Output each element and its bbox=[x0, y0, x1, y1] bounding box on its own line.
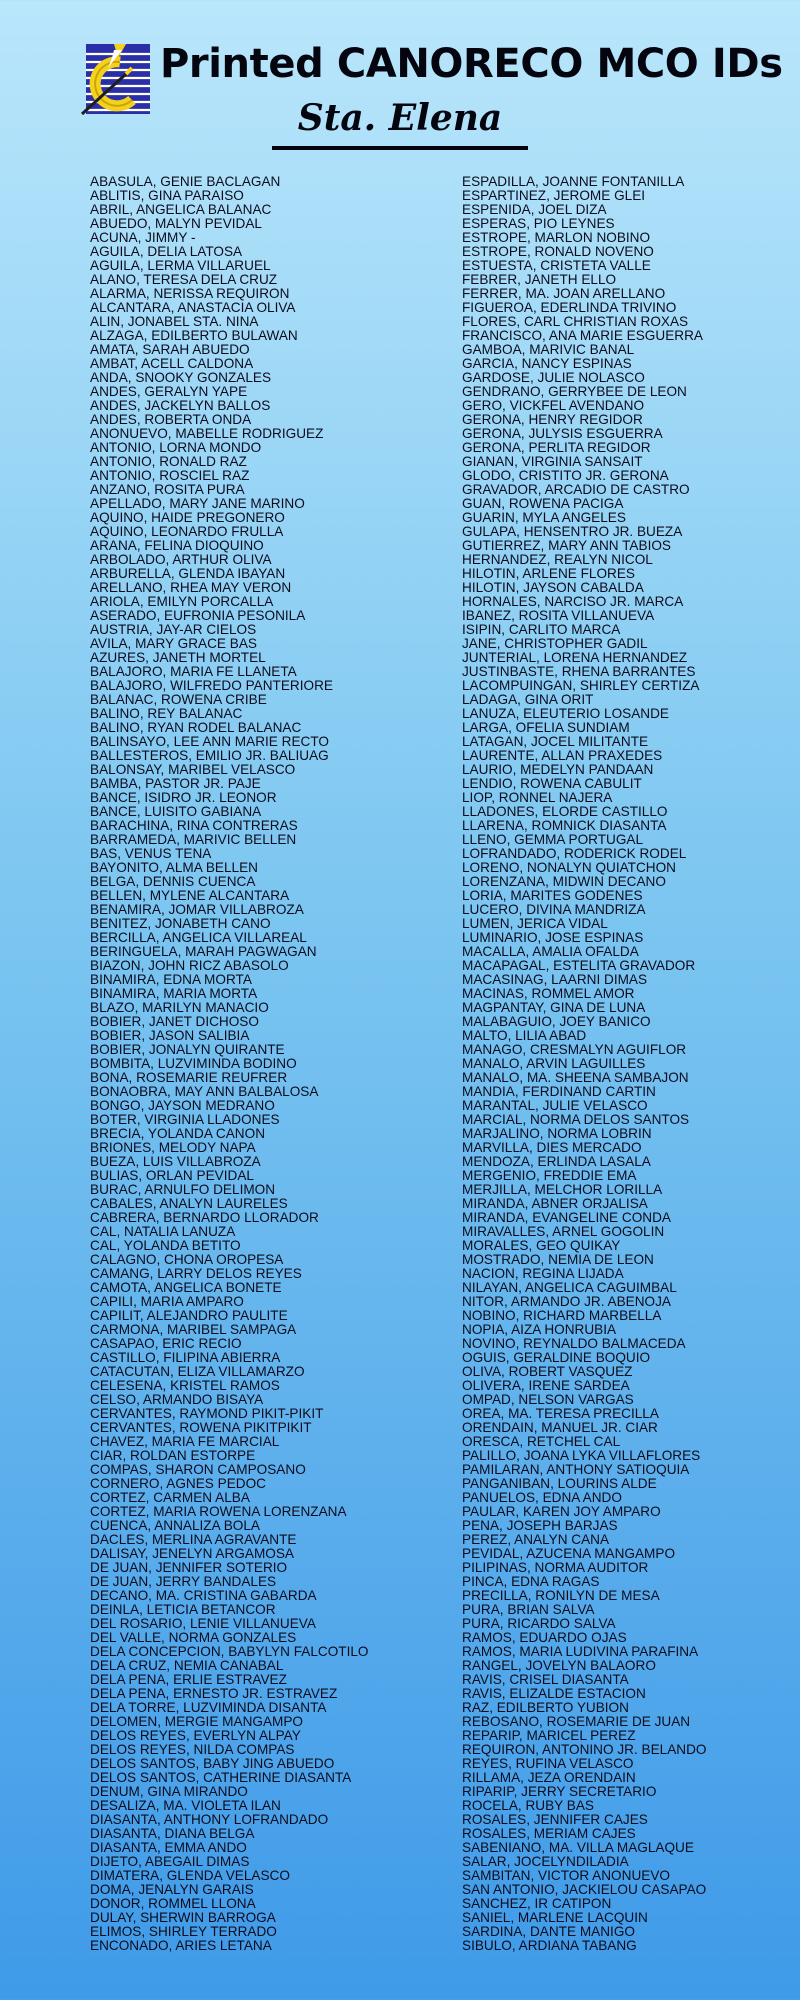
member-name: DOMA, JENALYN GARAIS bbox=[90, 1883, 254, 1897]
member-name: GERONA, PERLITA REGIDOR bbox=[462, 441, 651, 455]
member-name: ANDES, JACKELYN BALLOS bbox=[90, 399, 271, 413]
member-name: MACINAS, ROMMEL AMOR bbox=[462, 987, 635, 1001]
member-name: BANCE, ISIDRO JR. LEONOR bbox=[90, 791, 277, 805]
member-name: PEREZ, ANALYN CANA bbox=[462, 1533, 610, 1547]
member-name: CATACUTAN, ELIZA VILLAMARZO bbox=[90, 1365, 305, 1379]
member-name: LLADONES, ELORDE CASTILLO bbox=[462, 805, 668, 819]
member-name: BINAMIRA, MARIA MORTA bbox=[90, 987, 258, 1001]
member-name: GARCIA, NANCY ESPINAS bbox=[462, 357, 632, 371]
member-name: GRAVADOR, ARCADIO DE CASTRO bbox=[462, 483, 690, 497]
member-name: CASTILLO, FILIPINA ABIERRA bbox=[90, 1351, 281, 1365]
member-name: BALANAC, ROWENA CRIBE bbox=[90, 693, 267, 707]
member-name: JUNTERIAL, LORENA HERNANDEZ bbox=[462, 651, 688, 665]
member-name: LANUZA, ELEUTERIO LOSANDE bbox=[462, 707, 669, 721]
member-name: DEL VALLE, NORMA GONZALES bbox=[90, 1631, 297, 1645]
member-name: ORESCA, RETCHEL CAL bbox=[462, 1435, 621, 1449]
member-name: ELIMOS, SHIRLEY TERRADO bbox=[90, 1925, 277, 1939]
member-name: BUEZA, LUIS VILLABROZA bbox=[90, 1155, 261, 1169]
member-name: CAPILIT, ALEJANDRO PAULITE bbox=[90, 1309, 288, 1323]
member-name: AMATA, SARAH ABUEDO bbox=[90, 343, 250, 357]
member-name: MARANTAL, JULIE VELASCO bbox=[462, 1099, 648, 1113]
member-name: DIMATERA, GLENDA VELASCO bbox=[90, 1869, 290, 1883]
member-name: BALINO, RYAN RODEL BALANAC bbox=[90, 721, 302, 735]
member-name: DESALIZA, MA. VIOLETA ILAN bbox=[90, 1799, 281, 1813]
member-name: MACASINAG, LAARNI DIMAS bbox=[462, 973, 648, 987]
member-name: ABASULA, GENIE BACLAGAN bbox=[90, 175, 281, 189]
member-name: BAS, VENUS TENA bbox=[90, 847, 212, 861]
member-name: PAMILARAN, ANTHONY SATIOQUIA bbox=[462, 1463, 690, 1477]
member-name: LOFRANDADO, RODERICK RODEL bbox=[462, 847, 687, 861]
member-name: REPARIP, MARICEL PEREZ bbox=[462, 1729, 636, 1743]
member-name: SABENIANO, MA. VILLA MAGLAQUE bbox=[462, 1841, 694, 1855]
member-name: BULIAS, ORLAN PEVIDAL bbox=[90, 1169, 254, 1183]
member-name: DELA PENA, ERLIE ESTRAVEZ bbox=[90, 1673, 287, 1687]
member-name: PURA, RICARDO SALVA bbox=[462, 1617, 616, 1631]
member-name: DULAY, SHERWIN BARROGA bbox=[90, 1911, 276, 1925]
member-name: ARELLANO, RHEA MAY VERON bbox=[90, 581, 292, 595]
member-name: OGUIS, GERALDINE BOQUIO bbox=[462, 1351, 651, 1365]
member-name: PENA, JOSEPH BARJAS bbox=[462, 1519, 618, 1533]
member-name: BOBIER, JASON SALIBIA bbox=[90, 1029, 250, 1043]
member-name: ARBOLADO, ARTHUR OLIVA bbox=[90, 553, 272, 567]
member-name: MARJALINO, NORMA LOBRIN bbox=[462, 1127, 652, 1141]
member-name: BARRAMEDA, MARIVIC BELLEN bbox=[90, 833, 297, 847]
member-name: MOSTRADO, NEMIA DE LEON bbox=[462, 1253, 654, 1267]
member-name: GERO, VICKFEL AVENDANO bbox=[462, 399, 645, 413]
member-name: MALTO, LILIA ABAD bbox=[462, 1029, 587, 1043]
member-name: LARGA, OFELIA SUNDIAM bbox=[462, 721, 630, 735]
member-name: PALILLO, JOANA LYKA VILLAFLORES bbox=[462, 1449, 701, 1463]
member-name: BURAC, ARNULFO DELIMON bbox=[90, 1183, 276, 1197]
member-name: BRECIA, YOLANDA CANON bbox=[90, 1127, 266, 1141]
member-name: CERVANTES, RAYMOND PIKIT-PIKIT bbox=[90, 1407, 324, 1421]
member-name: BONGO, JAYSON MEDRANO bbox=[90, 1099, 275, 1113]
member-name: NITOR, ARMANDO JR. ABENOJA bbox=[462, 1295, 671, 1309]
member-name: ALANO, TERESA DELA CRUZ bbox=[90, 273, 278, 287]
member-name: CAMOTA, ANGELICA BONETE bbox=[90, 1281, 282, 1295]
member-name: CAMANG, LARRY DELOS REYES bbox=[90, 1267, 302, 1281]
member-name: DIASANTA, EMMA ANDO bbox=[90, 1841, 247, 1855]
member-name: GAMBOA, MARIVIC BANAL bbox=[462, 343, 635, 357]
member-name: ANONUEVO, MABELLE RODRIGUEZ bbox=[90, 427, 324, 441]
member-name: AUSTRIA, JAY-AR CIELOS bbox=[90, 623, 257, 637]
member-name: GENDRANO, GERRYBEE DE LEON bbox=[462, 385, 687, 399]
member-name: BALLESTEROS, EMILIO JR. BALIUAG bbox=[90, 749, 329, 763]
member-name: MALABAGUIO, JOEY BANICO bbox=[462, 1015, 651, 1029]
member-name: AGUILA, DELIA LATOSA bbox=[90, 245, 243, 259]
member-name: CAL, YOLANDA BETITO bbox=[90, 1239, 241, 1253]
member-name: AQUINO, HAIDE PREGONERO bbox=[90, 511, 285, 525]
member-name: GLODO, CRISTITO JR. GERONA bbox=[462, 469, 669, 483]
member-name: ALARMA, NERISSA REQUIRON bbox=[90, 287, 290, 301]
member-name: BERINGUELA, MARAH PAGWAGAN bbox=[90, 945, 317, 959]
member-name: DONOR, ROMMEL LLONA bbox=[90, 1897, 256, 1911]
member-name: ASERADO, EUFRONIA PESONILA bbox=[90, 609, 306, 623]
member-name: BALINO, REY BALANAC bbox=[90, 707, 243, 721]
member-name: CHAVEZ, MARIA FE MARCIAL bbox=[90, 1435, 280, 1449]
member-name: CASAPAO, ERIC RECIO bbox=[90, 1337, 242, 1351]
member-name: LUMINARIO, JOSE ESPINAS bbox=[462, 931, 644, 945]
member-name: GERONA, HENRY REGIDOR bbox=[462, 413, 643, 427]
member-name: CAPILI, MARIA AMPARO bbox=[90, 1295, 244, 1309]
member-name: GIANAN, VIRGINIA SANSAIT bbox=[462, 455, 643, 469]
member-name: CORTEZ, MARIA ROWENA LORENZANA bbox=[90, 1505, 347, 1519]
member-name: SAMBITAN, VICTOR ANONUEVO bbox=[462, 1869, 670, 1883]
member-name: MERGENIO, FREDDIE EMA bbox=[462, 1169, 637, 1183]
member-name: BONA, ROSEMARIE REUFRER bbox=[90, 1071, 288, 1085]
right-name-column bbox=[462, 175, 800, 1953]
left-name-column bbox=[90, 175, 450, 1953]
member-name: APELLADO, MARY JANE MARINO bbox=[90, 497, 305, 511]
member-name: MANAGO, CRESMALYN AGUIFLOR bbox=[462, 1043, 687, 1057]
member-name: BELLEN, MYLENE ALCANTARA bbox=[90, 889, 290, 903]
member-name: ABRIL, ANGELICA BALANAC bbox=[90, 203, 272, 217]
member-name: GERONA, JULYSIS ESGUERRA bbox=[462, 427, 663, 441]
member-name: RAMOS, EDUARDO OJAS bbox=[462, 1631, 627, 1645]
member-name: GARDOSE, JULIE NOLASCO bbox=[462, 371, 645, 385]
member-name: ARIOLA, EMILYN PORCALLA bbox=[90, 595, 274, 609]
member-name: AVILA, MARY GRACE BAS bbox=[90, 637, 257, 651]
member-name: DENUM, GINA MIRANDO bbox=[90, 1785, 248, 1799]
member-name: ACUNA, JIMMY - bbox=[90, 231, 196, 245]
member-name: NOBINO, RICHARD MARBELLA bbox=[462, 1309, 662, 1323]
member-name: NILAYAN, ANGELICA CAGUIMBAL bbox=[462, 1281, 677, 1295]
member-name: DELOS SANTOS, CATHERINE DIASANTA bbox=[90, 1771, 352, 1785]
member-name: PAULAR, KAREN JOY AMPARO bbox=[462, 1505, 661, 1519]
member-name: AQUINO, LEONARDO FRULLA bbox=[90, 525, 284, 539]
member-name: JUSTINBASTE, RHENA BARRANTES bbox=[462, 665, 696, 679]
member-name: DELA CRUZ, NEMIA CANABAL bbox=[90, 1659, 284, 1673]
member-name: BALAJORO, MARIA FE LLANETA bbox=[90, 665, 297, 679]
member-name: FIGUEROA, EDERLINDA TRIVINO bbox=[462, 301, 677, 315]
member-name: BOTER, VIRGINIA LLADONES bbox=[90, 1113, 280, 1127]
member-name: HORNALES, NARCISO JR. MARCA bbox=[462, 595, 684, 609]
member-name: ESPADILLA, JOANNE FONTANILLA bbox=[462, 175, 685, 189]
member-name: DALISAY, JENELYN ARGAMOSA bbox=[90, 1547, 294, 1561]
member-name: FEBRER, JANETH ELLO bbox=[462, 273, 617, 287]
member-name: COMPAS, SHARON CAMPOSANO bbox=[90, 1463, 306, 1477]
member-name: BIAZON, JOHN RICZ ABASOLO bbox=[90, 959, 289, 973]
member-name: OREA, MA. TERESA PRECILLA bbox=[462, 1407, 659, 1421]
member-name: JANE, CHRISTOPHER GADIL bbox=[462, 637, 648, 651]
member-name: DELOS SANTOS, BABY JING ABUEDO bbox=[90, 1757, 335, 1771]
member-name: SAN ANTONIO, JACKIELOU CASAPAO bbox=[462, 1883, 707, 1897]
member-name: CIAR, ROLDAN ESTORPE bbox=[90, 1449, 256, 1463]
member-name: ALZAGA, EDILBERTO BULAWAN bbox=[90, 329, 298, 343]
member-name: BRIONES, MELODY NAPA bbox=[90, 1141, 256, 1155]
page-title: Printed CANORECO MCO IDs bbox=[160, 41, 783, 87]
member-name: BALAJORO, WILFREDO PANTERIORE bbox=[90, 679, 333, 693]
member-name: ESPERAS, PIO LEYNES bbox=[462, 217, 615, 231]
member-name: LATAGAN, JOCEL MILITANTE bbox=[462, 735, 649, 749]
member-name: RAZ, EDILBERTO YUBION bbox=[462, 1701, 629, 1715]
member-name: MERJILLA, MELCHOR LORILLA bbox=[462, 1183, 663, 1197]
member-name: ANDES, GERALYN YAPE bbox=[90, 385, 248, 399]
member-name: CUENCA, ANNALIZA BOLA bbox=[90, 1519, 260, 1533]
member-name: BENITEZ, JONABETH CANO bbox=[90, 917, 271, 931]
member-name: ESTUESTA, CRISTETA VALLE bbox=[462, 259, 651, 273]
member-name: PANUELOS, EDNA ANDO bbox=[462, 1491, 622, 1505]
member-name: NOPIA, AIZA HONRUBIA bbox=[462, 1323, 617, 1337]
member-name: MARVILLA, DIES MERCADO bbox=[462, 1141, 642, 1155]
member-name: CAL, NATALIA LANUZA bbox=[90, 1225, 236, 1239]
member-name: LLENO, GEMMA PORTUGAL bbox=[462, 833, 644, 847]
member-name: ROSALES, MERIAM CAJES bbox=[462, 1827, 636, 1841]
member-name: MIRAVALLES, ARNEL GOGOLIN bbox=[462, 1225, 665, 1239]
member-name: ABUEDO, MALYN PEVIDAL bbox=[90, 217, 262, 231]
member-name: LAURIO, MEDELYN PANDAAN bbox=[462, 763, 654, 777]
member-name: LIOP, RONNEL NAJERA bbox=[462, 791, 613, 805]
member-name: OMPAD, NELSON VARGAS bbox=[462, 1393, 634, 1407]
member-name: DELA TORRE, LUZVIMINDA DISANTA bbox=[90, 1701, 327, 1715]
member-name: LAURENTE, ALLAN PRAXEDES bbox=[462, 749, 663, 763]
member-name: REBOSANO, ROSEMARIE DE JUAN bbox=[462, 1715, 691, 1729]
member-name: CARMONA, MARIBEL SAMPAGA bbox=[90, 1323, 297, 1337]
member-name: CORTEZ, CARMEN ALBA bbox=[90, 1491, 250, 1505]
member-name: ESTROPE, RONALD NOVENO bbox=[462, 245, 654, 259]
member-name: ESTROPE, MARLON NOBINO bbox=[462, 231, 651, 245]
member-name: REQUIRON, ANTONINO JR. BELANDO bbox=[462, 1743, 707, 1757]
member-name: OLIVA, ROBERT VASQUEZ bbox=[462, 1365, 633, 1379]
member-name: ESPARTINEZ, JEROME GLEI bbox=[462, 189, 646, 203]
member-name: MANALO, ARVIN LAGUILLES bbox=[462, 1057, 646, 1071]
member-name: SANCHEZ, IR CATIPON bbox=[462, 1897, 612, 1911]
page-header bbox=[0, 0, 800, 160]
member-name: LADAGA, GINA ORIT bbox=[462, 693, 594, 707]
member-name: RANGEL, JOVELYN BALAORO bbox=[462, 1659, 656, 1673]
member-name: BALONSAY, MARIBEL VELASCO bbox=[90, 763, 296, 777]
member-name: BONAOBRA, MAY ANN BALBALOSA bbox=[90, 1085, 319, 1099]
member-name: ENCONADO, ARIES LETANA bbox=[90, 1939, 272, 1953]
member-name: DACLES, MERLINA AGRAVANTE bbox=[90, 1533, 297, 1547]
member-name: GUARIN, MYLA ANGELES bbox=[462, 511, 626, 525]
member-name: PANGANIBAN, LOURINS ALDE bbox=[462, 1477, 657, 1491]
member-name: RILLAMA, JEZA ORENDAIN bbox=[462, 1771, 636, 1785]
member-name: LUCERO, DIVINA MANDRIZA bbox=[462, 903, 646, 917]
member-name: BINAMIRA, EDNA MORTA bbox=[90, 973, 252, 987]
member-name: ALIN, JONABEL STA. NINA bbox=[90, 315, 259, 329]
member-name: ANTONIO, RONALD RAZ bbox=[90, 455, 247, 469]
member-name: ALCANTARA, ANASTACIA OLIVA bbox=[90, 301, 296, 315]
member-name: GUAN, ROWENA PACIGA bbox=[462, 497, 624, 511]
member-name: RAMOS, MARIA LUDIVINA PARAFINA bbox=[462, 1645, 699, 1659]
member-name: PILIPINAS, NORMA AUDITOR bbox=[462, 1561, 649, 1575]
member-name: RAVIS, CRISEL DIASANTA bbox=[462, 1673, 629, 1687]
member-name: BENAMIRA, JOMAR VILLABROZA bbox=[90, 903, 304, 917]
member-name: ISIPIN, CARLITO MARCA bbox=[462, 623, 621, 637]
member-name: SIBULO, ARDIANA TABANG bbox=[462, 1939, 637, 1953]
member-name: ARANA, FELINA DIOQUINO bbox=[90, 539, 264, 553]
member-name: HILOTIN, ARLENE FLORES bbox=[462, 567, 635, 581]
member-name: LENDIO, ROWENA CABULIT bbox=[462, 777, 642, 791]
member-name: DIJETO, ABEGAIL DIMAS bbox=[90, 1855, 250, 1869]
member-name: BARACHINA, RINA CONTRERAS bbox=[90, 819, 298, 833]
member-name: DEINLA, LETICIA BETANCOR bbox=[90, 1603, 276, 1617]
member-name: DEL ROSARIO, LENIE VILLANUEVA bbox=[90, 1617, 316, 1631]
subtitle-underline bbox=[272, 146, 528, 150]
member-name: DELA CONCEPCION, BABYLYN FALCOTILO bbox=[90, 1645, 369, 1659]
member-name: ANDES, ROBERTA ONDA bbox=[90, 413, 252, 427]
member-name: DELA PENA, ERNESTO JR. ESTRAVEZ bbox=[90, 1687, 338, 1701]
member-name: BOMBITA, LUZVIMINDA BODINO bbox=[90, 1057, 297, 1071]
member-name: DIASANTA, ANTHONY LOFRANDADO bbox=[90, 1813, 329, 1827]
member-name: AMBAT, ACELL CALDONA bbox=[90, 357, 254, 371]
member-name: ABLITIS, GINA PARAISO bbox=[90, 189, 244, 203]
member-name: GULAPA, HENSENTRO JR. BUEZA bbox=[462, 525, 683, 539]
member-name: NOVINO, REYNALDO BALMACEDA bbox=[462, 1337, 686, 1351]
member-name: MANDIA, FERDINAND CARTIN bbox=[462, 1085, 656, 1099]
member-name: BELGA, DENNIS CUENCA bbox=[90, 875, 256, 889]
member-name: PURA, BRIAN SALVA bbox=[462, 1603, 595, 1617]
member-name: RAVIS, ELIZALDE ESTACION bbox=[462, 1687, 646, 1701]
member-name: LORENO, NONALYN QUIATCHON bbox=[462, 861, 677, 875]
member-name: DE JUAN, JENNIFER SOTERIO bbox=[90, 1561, 288, 1575]
member-name: HILOTIN, JAYSON CABALDA bbox=[462, 581, 644, 595]
member-name: LLARENA, ROMNICK DIASANTA bbox=[462, 819, 667, 833]
member-name: PEVIDAL, AZUCENA MANGAMPO bbox=[462, 1547, 676, 1561]
member-name: LORENZANA, MIDWIN DECANO bbox=[462, 875, 666, 889]
member-name: CABRERA, BERNARDO LLORADOR bbox=[90, 1211, 319, 1225]
member-name: SARDINA, DANTE MANIGO bbox=[462, 1925, 635, 1939]
member-name: MORALES, GEO QUIKAY bbox=[462, 1239, 621, 1253]
page-subtitle: Sta. Elena bbox=[297, 97, 503, 139]
member-name: IBANEZ, ROSITA VILLANUEVA bbox=[462, 609, 655, 623]
member-name: RIPARIP, JERRY SECRETARIO bbox=[462, 1785, 657, 1799]
member-name: DECANO, MA. CRISTINA GABARDA bbox=[90, 1589, 317, 1603]
member-name: MACAPAGAL, ESTELITA GRAVADOR bbox=[462, 959, 696, 973]
member-name: PINCA, EDNA RAGAS bbox=[462, 1575, 600, 1589]
member-name: AZURES, JANETH MORTEL bbox=[90, 651, 266, 665]
member-name: MARCIAL, NORMA DELOS SANTOS bbox=[462, 1113, 690, 1127]
member-name: BERCILLA, ANGELICA VILLAREAL bbox=[90, 931, 307, 945]
member-name: ROCELA, RUBY BAS bbox=[462, 1799, 594, 1813]
member-name: LACOMPUINGAN, SHIRLEY CERTIZA bbox=[462, 679, 700, 693]
member-name: ANZANO, ROSITA PURA bbox=[90, 483, 245, 497]
member-name: REYES, RUFINA VELASCO bbox=[462, 1757, 634, 1771]
member-name: DELOS REYES, NILDA COMPAS bbox=[90, 1743, 295, 1757]
member-name: ORENDAIN, MANUEL JR. CIAR bbox=[462, 1421, 658, 1435]
member-name: BOBIER, JONALYN QUIRANTE bbox=[90, 1043, 285, 1057]
member-name: BAMBA, PASTOR JR. PAJE bbox=[90, 777, 261, 791]
member-name: BLAZO, MARILYN MANACIO bbox=[90, 1001, 269, 1015]
member-name: BOBIER, JANET DICHOSO bbox=[90, 1015, 259, 1029]
member-name: FERRER, MA. JOAN ARELLANO bbox=[462, 287, 666, 301]
member-name: CALAGNO, CHONA OROPESA bbox=[90, 1253, 284, 1267]
member-name: MENDOZA, ERLINDA LASALA bbox=[462, 1155, 651, 1169]
member-name: DIASANTA, DIANA BELGA bbox=[90, 1827, 255, 1841]
member-name: DE JUAN, JERRY BANDALES bbox=[90, 1575, 277, 1589]
member-name: NACION, REGINA LIJADA bbox=[462, 1267, 624, 1281]
member-name: HERNANDEZ, REALYN NICOL bbox=[462, 553, 653, 567]
member-name: CABALES, ANALYN LAURELES bbox=[90, 1197, 288, 1211]
member-name: ANTONIO, ROSCIEL RAZ bbox=[90, 469, 250, 483]
member-name: BALINSAYO, LEE ANN MARIE RECTO bbox=[90, 735, 329, 749]
member-name: MIRANDA, ABNER ORJALISA bbox=[462, 1197, 648, 1211]
member-name: DELOMEN, MERGIE MANGAMPO bbox=[90, 1715, 303, 1729]
member-name: ANDA, SNOOKY GONZALES bbox=[90, 371, 272, 385]
member-name: OLIVERA, IRENE SARDEA bbox=[462, 1379, 630, 1393]
member-name: SANIEL, MARLENE LACQUIN bbox=[462, 1911, 648, 1925]
member-name: ANTONIO, LORNA MONDO bbox=[90, 441, 262, 455]
member-name: MAGPANTAY, GINA DE LUNA bbox=[462, 1001, 646, 1015]
member-name: CELESENA, KRISTEL RAMOS bbox=[90, 1379, 280, 1393]
member-name: MANALO, MA. SHEENA SAMBAJON bbox=[462, 1071, 689, 1085]
member-name: CELSO, ARMANDO BISAYA bbox=[90, 1393, 264, 1407]
member-name: CERVANTES, ROWENA PIKITPIKIT bbox=[90, 1421, 312, 1435]
member-name: MIRANDA, EVANGELINE CONDA bbox=[462, 1211, 671, 1225]
member-name: AGUILA, LERMA VILLARUEL bbox=[90, 259, 271, 273]
member-name: MACALLA, AMALIA OFALDA bbox=[462, 945, 639, 959]
member-name: GUTIERREZ, MARY ANN TABIOS bbox=[462, 539, 671, 553]
member-name: FLORES, CARL CHRISTIAN ROXAS bbox=[462, 315, 689, 329]
member-name: BANCE, LUISITO GABIANA bbox=[90, 805, 262, 819]
member-name: DELOS REYES, EVERLYN ALPAY bbox=[90, 1729, 301, 1743]
member-name: ARBURELLA, GLENDA IBAYAN bbox=[90, 567, 286, 581]
member-name: ESPENIDA, JOEL DIZA bbox=[462, 203, 607, 217]
member-name: BAYONITO, ALMA BELLEN bbox=[90, 861, 258, 875]
member-name: LUMEN, JERICA VIDAL bbox=[462, 917, 608, 931]
member-name: LORIA, MARITES GODENES bbox=[462, 889, 643, 903]
member-name: CORNERO, AGNES PEDOC bbox=[90, 1477, 266, 1491]
member-name: FRANCISCO, ANA MARIE ESGUERRA bbox=[462, 329, 703, 343]
member-name: ROSALES, JENNIFER CAJES bbox=[462, 1813, 648, 1827]
member-name: PRECILLA, RONILYN DE MESA bbox=[462, 1589, 660, 1603]
member-name: SALAR, JOCELYNDILADIA bbox=[462, 1855, 629, 1869]
